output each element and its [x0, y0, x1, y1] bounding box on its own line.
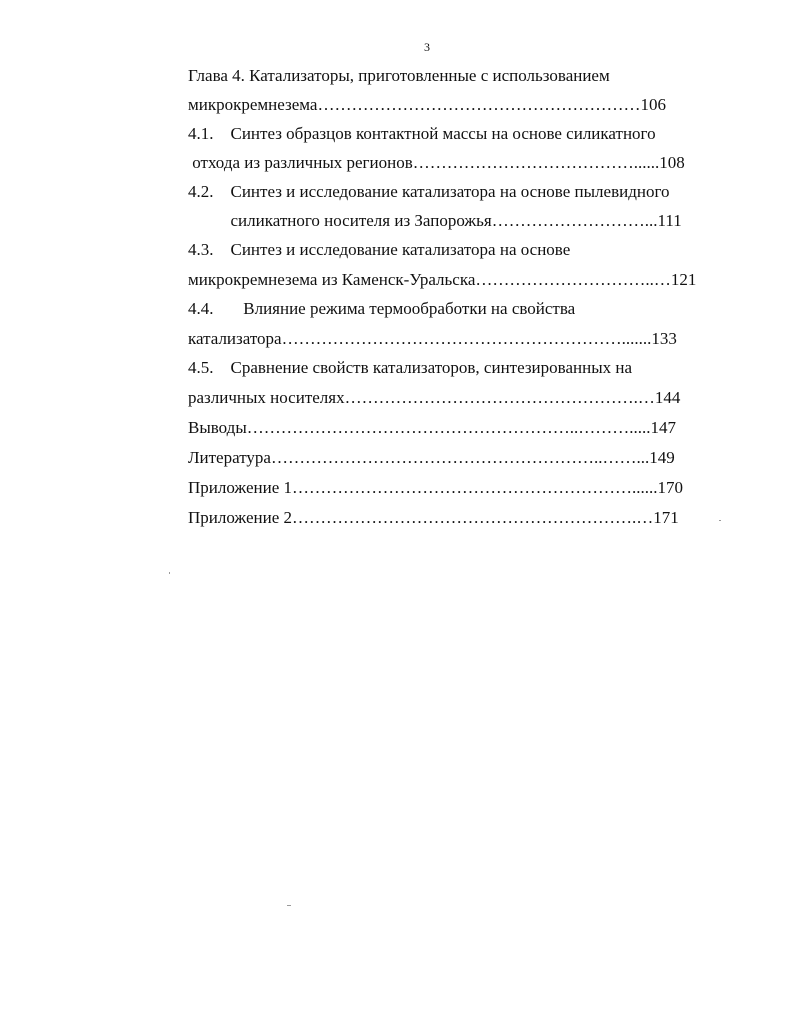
toc-literature: Литература…………………………………………………..……...149: [188, 448, 675, 467]
scan-mark: [719, 520, 721, 521]
toc-section-4-5: 4.5. Сравнение свойств катализаторов, синтезированных на: [188, 358, 633, 377]
toc-appendix-2: Приложение 2…………………………………………………….…171: [188, 508, 679, 527]
toc-section-4-3-continuation: микрокремнезема из Каменск-Уральска…………………………..…121: [188, 270, 697, 289]
toc-section-4-2-continuation: силикатного носителя из Запорожья………………………...111: [188, 211, 682, 230]
toc-section-4-3: 4.3. Синтез и исследование катализатора на основе: [188, 240, 571, 259]
scan-mark: [287, 905, 291, 906]
toc-section-4-1-continuation: отхода из различных регионов…………………………………......108: [188, 153, 685, 172]
toc-section-4-4: 4.4. Влияние режима термообработки на свойства: [188, 299, 576, 318]
toc-section-4-5-continuation: различных носителях…………………………………………….…144: [188, 388, 681, 407]
toc-section-4-2: 4.2. Синтез и исследование катализатора на основе пылевидного: [188, 182, 670, 201]
toc-section-4-1: 4.1. Синтез образцов контактной массы на основе силикатного: [188, 124, 656, 143]
page-number: 3: [424, 40, 430, 54]
toc-appendix-1: Приложение 1……………………………………………………......170: [188, 478, 683, 497]
scan-mark: [169, 572, 170, 574]
toc-section-4-4-continuation: катализатора…………………………………………………….......133: [188, 329, 677, 348]
toc-conclusions: Выводы…………………………………………………..……….....147: [188, 418, 677, 437]
toc-chapter-4-title: Глава 4. Катализаторы, приготовленные с использованием: [188, 66, 610, 85]
toc-chapter-4-continuation: микрокремнезема…………………………………………………106: [188, 95, 666, 114]
